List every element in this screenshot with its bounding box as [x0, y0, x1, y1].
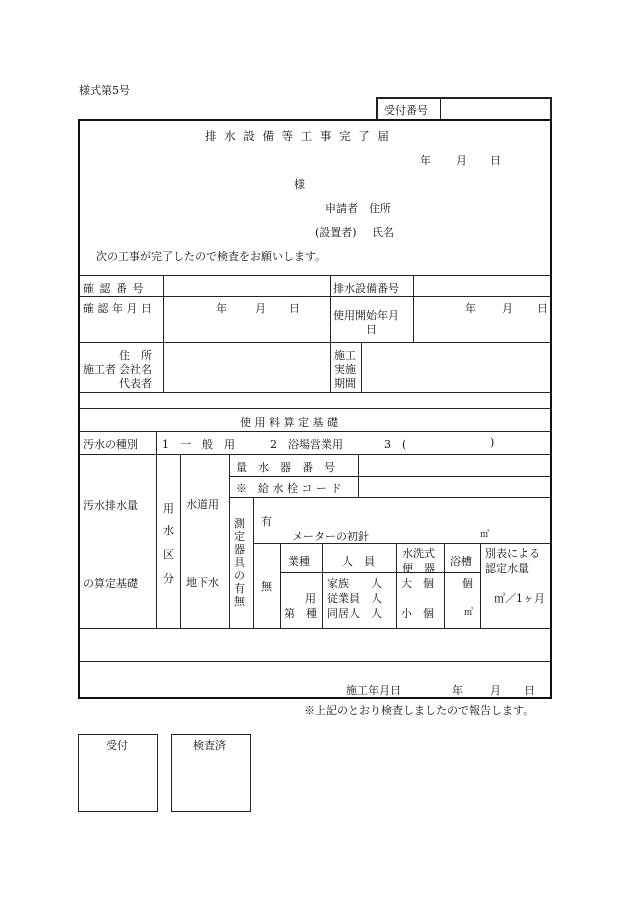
request-text: 次の工事が完了したので検査をお願いします。: [96, 250, 327, 263]
sewage-type-close: ): [490, 436, 495, 449]
use-start-date-label: 使用開始年月: [333, 309, 399, 322]
meter-m3-unit: ㎥: [480, 530, 490, 540]
meter-number-label: 量 水 器 番 号: [236, 461, 335, 474]
addressee-suffix: 様: [294, 178, 305, 191]
use-start-month: 月: [502, 302, 513, 315]
confirm-day: 日: [289, 302, 300, 315]
completion-year: 年: [452, 684, 463, 697]
family-label: 家族 人: [327, 577, 382, 590]
contractor-label: 施工者: [83, 363, 116, 376]
date-month: 月: [456, 154, 467, 167]
date-day: 日: [490, 154, 501, 167]
device-yes: 有: [261, 515, 272, 528]
inspection-report-note: ※上記のとおり検査しましたので報告します。: [304, 704, 535, 717]
flush-toilet-label-1: 水洗式: [402, 547, 435, 560]
period-label-3: 期間: [334, 377, 356, 390]
period-label-2: 実施: [334, 363, 356, 376]
lodgers-label: 同居人 人: [327, 607, 382, 620]
drain-amount-label: 汚水排水量: [83, 499, 138, 512]
sewage-type-option-1: 1 一 般 用: [162, 438, 235, 451]
completion-month: 月: [490, 684, 501, 697]
fee-section-title: 使 用 料 算 定 基 礎: [240, 416, 338, 429]
use-type-label-2: 第 種: [284, 607, 317, 620]
use-start-day: 日: [537, 302, 548, 315]
use-type-label-1: 用: [305, 592, 316, 605]
bathtub-label: 浴槽: [450, 555, 472, 568]
address-label: 住所: [369, 202, 391, 215]
tub-units-label: 個: [462, 577, 473, 590]
sewage-type-option-2: 2 浴場営業用: [270, 438, 343, 451]
drain-equipment-number-label: 排水設備番号: [333, 282, 399, 295]
large-toilet-label: 大 個: [401, 577, 434, 590]
meter-initial-reading-label: メーターの初針: [292, 530, 369, 543]
receipt-number-label: 受付番号: [384, 104, 428, 117]
contractor-representative-label: 代表者: [119, 377, 152, 390]
confirm-year: 年: [216, 302, 227, 315]
sewage-type-label: 汚水の種別: [83, 438, 138, 451]
sewage-type-option-3: 3 (: [384, 438, 407, 451]
approved-amount-label-2: 認定水量: [485, 562, 529, 575]
confirm-date-label: 確 認 年 月 日: [83, 302, 152, 315]
device-no: 無: [261, 580, 272, 593]
monthly-amount-label: ㎥／1ヶ月: [494, 592, 545, 605]
received-label: 受付: [106, 739, 128, 752]
water-cat-1: 用: [163, 502, 174, 515]
employees-label: 従業員 人: [327, 592, 382, 605]
completion-day: 日: [524, 684, 535, 697]
water-cat-3: 区: [163, 548, 174, 561]
small-toilet-label: 小 個: [401, 607, 434, 620]
use-start-year: 年: [465, 302, 476, 315]
industry-label: 業種: [288, 555, 310, 568]
tap-water-label: 水道用: [186, 498, 219, 511]
date-year: 年: [420, 154, 431, 167]
hydrant-code-label: ※ 給 水 栓 コ ー ド: [236, 482, 342, 495]
period-label-1: 施工: [334, 349, 356, 362]
tub-m3-unit: ㎥: [464, 608, 474, 618]
persons-label: 人 員: [342, 555, 375, 568]
flush-toilet-label-2: 便 器: [402, 562, 435, 575]
form-title: 排 水 設 備 等 工 事 完 了 届: [205, 129, 391, 143]
approved-amount-label-1: 別表による: [485, 547, 540, 560]
completion-date-label: 施工年月日: [346, 684, 401, 697]
name-label: 氏名: [372, 226, 394, 239]
ground-water-label: 地下水: [186, 576, 219, 589]
contractor-company-label: 会社名: [119, 363, 152, 376]
confirm-number-label: 確 認 番 号: [83, 282, 145, 295]
calculation-basis-label: の算定基礎: [83, 577, 138, 590]
form-number: 様式第5号: [79, 84, 130, 97]
confirm-month: 月: [255, 302, 266, 315]
water-cat-4: 分: [163, 572, 174, 585]
installer-label: (設置者): [315, 226, 357, 239]
applicant-label: 申請者: [325, 202, 358, 215]
contractor-address-label: 住 所: [119, 349, 152, 362]
use-start-date-label-2: 日: [366, 323, 377, 336]
water-cat-2: 水: [163, 524, 174, 537]
measure-device-label: 測定器具の有無: [234, 517, 245, 608]
inspected-label: 検査済: [193, 739, 226, 752]
